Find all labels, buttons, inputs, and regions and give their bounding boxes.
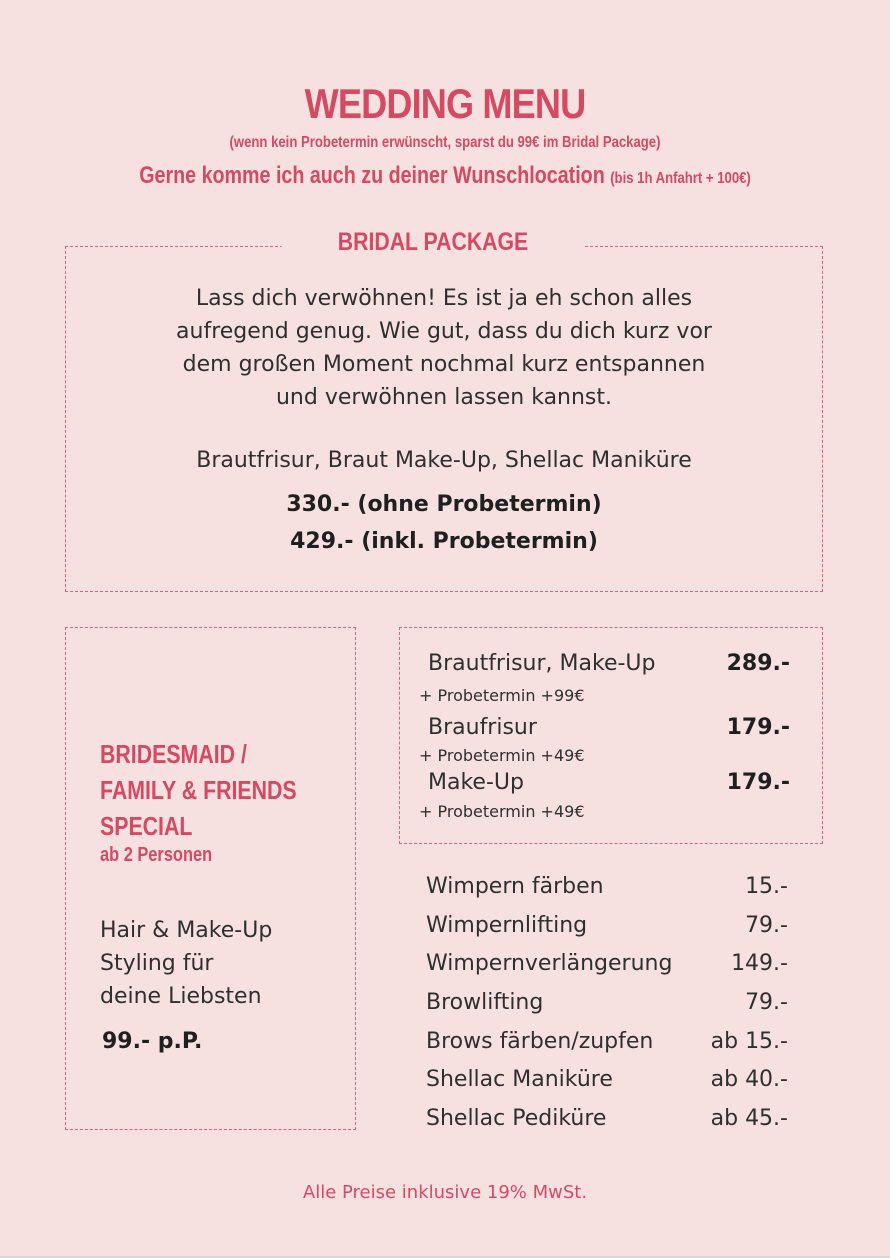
extra-price: ab 15.- [710,1028,788,1054]
bridal-text-line: Lass dich verwöhnen! Es ist ja eh schon alles [195,286,693,311]
bridal-price-without-trial: 330.- (ohne Probetermin) [286,492,602,517]
extras-list [426,874,788,1145]
page-subtitle: (wenn kein Probetermin erwünscht, sparst du 99€ im Bridal Package) [229,134,661,151]
package-trial-addon: + Probetermin +49€ [419,802,585,821]
bridesmaid-price: 99.- p.P. [102,1029,203,1054]
extra-name: Wimpernlifting [426,912,588,938]
extra-item [426,913,788,952]
extra-name: Shellac Pediküre [426,1106,607,1132]
bridesmaid-heading [100,736,313,844]
extra-price: 79.- [745,912,788,938]
package-trial-addon: + Probetermin +49€ [419,746,585,765]
bridesmaid-heading-line: FAMILY & FRIENDS [100,775,297,805]
extra-price: 15.- [745,874,788,899]
extra-price: ab 40.- [710,1067,788,1093]
bridal-text-line: dem großen Moment nochmal kurz entspannen [182,352,706,377]
bridesmaid-desc-line: deine Liebsten [100,984,262,1009]
bridesmaid-heading-line: SPECIAL [100,811,193,841]
bridesmaid-description [100,914,272,1013]
extra-item [426,1106,788,1145]
bridesmaid-desc-line: Styling für [100,951,214,976]
location-note [80,162,810,190]
package-price: 179.- [726,770,790,795]
bridal-package-heading: BRIDAL PACKAGE [282,228,585,257]
bridal-package-services: Brautfrisur, Braut Make-Up, Shellac Maniküre [196,448,692,473]
vat-footer: Alle Preise inklusive 19% MwSt. [302,1182,588,1203]
extra-price: 79.- [745,990,788,1016]
bridal-price-with-trial: 429.- (inkl. Probetermin) [290,529,598,554]
package-price: 179.- [726,715,790,740]
extra-name: Wimpern färben [426,874,604,899]
extra-name: Browlifting [426,990,544,1016]
extra-item [426,1029,788,1068]
bridesmaid-subheading: ab 2 Personen [100,844,213,866]
package-name: Brautfrisur, Make-Up [428,651,656,676]
extra-name: Brows färben/zupfen [426,1028,654,1054]
page-title: WEDDING MENU [304,80,586,127]
bridal-text-line: aufregend genug. Wie gut, dass du dich kurz vor [176,319,712,344]
package-trial-addon: + Probetermin +99€ [419,686,585,705]
extra-item [426,990,788,1029]
bridesmaid-heading-line: BRIDESMAID / [100,739,247,769]
location-main: Gerne komme ich auch zu deiner Wunschlocation [139,162,605,189]
extra-name: Shellac Maniküre [426,1067,613,1093]
extra-item [426,1067,788,1106]
package-name: Make-Up [428,770,524,795]
bridal-package-description [120,282,768,414]
bridesmaid-desc-line: Hair & Make-Up [100,918,273,943]
extra-name: Wimpernverlängerung [426,951,673,977]
extra-price: 149.- [731,951,788,977]
bridesmaid-special-box [65,627,356,1130]
package-price: 289.- [726,651,790,676]
bridal-text-line: und verwöhnen lassen kannst. [275,385,613,410]
extra-item [426,874,788,913]
package-name: Braufrisur [428,715,537,740]
extra-item [426,951,788,990]
extra-price: ab 45.- [710,1106,788,1132]
location-travel-fee: (bis 1h Anfahrt + 100€) [610,170,751,187]
